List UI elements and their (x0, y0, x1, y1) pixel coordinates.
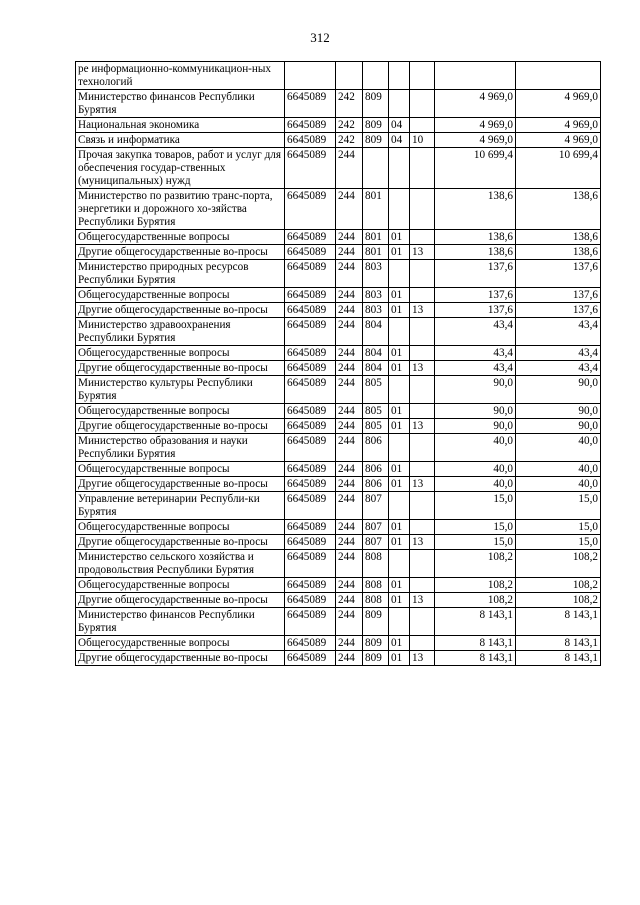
row-amount-total-cell: 43,4 (516, 361, 601, 376)
table-row (76, 593, 601, 608)
table-row (76, 376, 601, 404)
budget-table-body (76, 62, 601, 666)
row-expense-type-cell: 244 (336, 288, 363, 303)
row-amount-total-cell: 43,4 (516, 318, 601, 346)
row-expense-type-cell: 244 (336, 318, 363, 346)
table-row (76, 189, 601, 230)
row-section-cell: 01 (389, 346, 410, 361)
row-amount-total-cell: 138,6 (516, 245, 601, 260)
table-row (76, 578, 601, 593)
row-department-cell: 809 (363, 651, 389, 666)
row-amount-cell: 108,2 (435, 593, 516, 608)
row-expense-type-cell: 244 (336, 189, 363, 230)
row-amount-cell: 40,0 (435, 477, 516, 492)
row-code-cell: 6645089 (285, 189, 336, 230)
row-section-cell (389, 550, 410, 578)
row-department-cell: 806 (363, 462, 389, 477)
row-amount-cell: 40,0 (435, 434, 516, 462)
row-amount-cell: 137,6 (435, 288, 516, 303)
row-department-cell: 807 (363, 492, 389, 520)
row-name-cell: Другие общегосударственные во-просы (76, 245, 285, 260)
row-department-cell: 804 (363, 346, 389, 361)
row-expense-type-cell: 244 (336, 593, 363, 608)
row-amount-total-cell (516, 62, 601, 90)
row-name-cell: Общегосударственные вопросы (76, 288, 285, 303)
row-expense-type-cell: 244 (336, 462, 363, 477)
table-row (76, 62, 601, 90)
row-section-cell: 01 (389, 578, 410, 593)
row-section-cell (389, 376, 410, 404)
row-department-cell: 801 (363, 189, 389, 230)
table-row (76, 346, 601, 361)
table-row (76, 230, 601, 245)
row-subsection-cell (410, 90, 435, 118)
row-subsection-cell (410, 318, 435, 346)
row-department-cell: 808 (363, 578, 389, 593)
row-name-cell: Другие общегосударственные во-просы (76, 419, 285, 434)
row-department-cell: 801 (363, 245, 389, 260)
row-section-cell: 04 (389, 118, 410, 133)
row-amount-total-cell: 137,6 (516, 303, 601, 318)
row-department-cell: 806 (363, 434, 389, 462)
row-amount-cell: 138,6 (435, 230, 516, 245)
row-amount-total-cell: 40,0 (516, 462, 601, 477)
row-department-cell: 808 (363, 550, 389, 578)
row-expense-type-cell: 244 (336, 520, 363, 535)
row-amount-cell: 8 143,1 (435, 651, 516, 666)
table-row (76, 118, 601, 133)
row-name-cell: Общегосударственные вопросы (76, 230, 285, 245)
row-amount-total-cell: 15,0 (516, 520, 601, 535)
row-section-cell: 01 (389, 520, 410, 535)
row-code-cell (285, 62, 336, 90)
table-row (76, 90, 601, 118)
row-section-cell: 01 (389, 230, 410, 245)
row-code-cell: 6645089 (285, 318, 336, 346)
table-row (76, 245, 601, 260)
row-expense-type-cell: 244 (336, 535, 363, 550)
row-name-cell: Общегосударственные вопросы (76, 346, 285, 361)
row-subsection-cell (410, 288, 435, 303)
row-expense-type-cell: 244 (336, 260, 363, 288)
row-expense-type-cell: 244 (336, 404, 363, 419)
row-code-cell: 6645089 (285, 550, 336, 578)
row-amount-total-cell: 90,0 (516, 376, 601, 404)
row-amount-cell: 15,0 (435, 535, 516, 550)
row-section-cell: 01 (389, 636, 410, 651)
row-amount-cell (435, 62, 516, 90)
row-name-cell: Общегосударственные вопросы (76, 578, 285, 593)
row-name-cell: Министерство культуры Республики Бурятия (76, 376, 285, 404)
row-subsection-cell (410, 260, 435, 288)
row-section-cell: 01 (389, 303, 410, 318)
row-department-cell: 804 (363, 361, 389, 376)
row-expense-type-cell: 244 (336, 550, 363, 578)
row-subsection-cell (410, 434, 435, 462)
row-subsection-cell (410, 376, 435, 404)
row-amount-total-cell: 40,0 (516, 434, 601, 462)
row-subsection-cell: 13 (410, 245, 435, 260)
row-section-cell: 01 (389, 462, 410, 477)
row-subsection-cell (410, 636, 435, 651)
row-amount-cell: 8 143,1 (435, 608, 516, 636)
row-expense-type-cell: 244 (336, 419, 363, 434)
row-amount-total-cell: 43,4 (516, 346, 601, 361)
row-expense-type-cell: 244 (336, 245, 363, 260)
row-expense-type-cell: 244 (336, 148, 363, 189)
row-section-cell: 01 (389, 404, 410, 419)
row-section-cell: 01 (389, 593, 410, 608)
table-row (76, 434, 601, 462)
row-section-cell (389, 260, 410, 288)
row-subsection-cell (410, 148, 435, 189)
row-section-cell: 01 (389, 288, 410, 303)
row-amount-cell: 15,0 (435, 492, 516, 520)
row-code-cell: 6645089 (285, 477, 336, 492)
row-department-cell: 803 (363, 303, 389, 318)
row-department-cell: 805 (363, 404, 389, 419)
row-amount-cell: 4 969,0 (435, 118, 516, 133)
row-department-cell: 801 (363, 230, 389, 245)
row-name-cell: Министерство финансов Республики Бурятия (76, 608, 285, 636)
row-amount-cell: 108,2 (435, 578, 516, 593)
table-row (76, 520, 601, 535)
row-subsection-cell (410, 346, 435, 361)
row-department-cell: 809 (363, 636, 389, 651)
row-subsection-cell: 13 (410, 651, 435, 666)
row-amount-cell: 10 699,4 (435, 148, 516, 189)
row-department-cell: 805 (363, 376, 389, 404)
row-amount-cell: 15,0 (435, 520, 516, 535)
row-name-cell: Министерство сельского хозяйства и продовольствия Республики Бурятия (76, 550, 285, 578)
row-name-cell: ре информационно-коммуникацион-ных технологий (76, 62, 285, 90)
row-subsection-cell (410, 520, 435, 535)
row-section-cell (389, 189, 410, 230)
row-department-cell: 804 (363, 318, 389, 346)
row-subsection-cell (410, 462, 435, 477)
row-subsection-cell: 13 (410, 303, 435, 318)
row-subsection-cell: 13 (410, 535, 435, 550)
row-expense-type-cell: 244 (336, 361, 363, 376)
row-subsection-cell (410, 62, 435, 90)
row-subsection-cell: 13 (410, 477, 435, 492)
row-expense-type-cell: 242 (336, 118, 363, 133)
table-row (76, 260, 601, 288)
row-amount-total-cell: 4 969,0 (516, 133, 601, 148)
row-name-cell: Общегосударственные вопросы (76, 462, 285, 477)
row-name-cell: Министерство природных ресурсов Республики Бурятия (76, 260, 285, 288)
row-name-cell: Министерство финансов Республики Бурятия (76, 90, 285, 118)
row-department-cell: 803 (363, 260, 389, 288)
row-subsection-cell: 13 (410, 419, 435, 434)
row-amount-cell: 43,4 (435, 361, 516, 376)
row-amount-total-cell: 108,2 (516, 578, 601, 593)
row-amount-total-cell: 4 969,0 (516, 90, 601, 118)
row-amount-cell: 40,0 (435, 462, 516, 477)
row-section-cell: 04 (389, 133, 410, 148)
row-code-cell: 6645089 (285, 535, 336, 550)
row-department-cell: 809 (363, 118, 389, 133)
row-name-cell: Связь и информатика (76, 133, 285, 148)
row-section-cell (389, 608, 410, 636)
row-amount-cell: 137,6 (435, 303, 516, 318)
row-department-cell: 809 (363, 90, 389, 118)
table-row (76, 492, 601, 520)
row-amount-total-cell: 15,0 (516, 492, 601, 520)
row-amount-cell: 138,6 (435, 245, 516, 260)
row-section-cell: 01 (389, 245, 410, 260)
row-amount-total-cell: 8 143,1 (516, 651, 601, 666)
row-expense-type-cell: 244 (336, 376, 363, 404)
row-section-cell (389, 434, 410, 462)
row-code-cell: 6645089 (285, 90, 336, 118)
row-code-cell: 6645089 (285, 608, 336, 636)
row-department-cell: 808 (363, 593, 389, 608)
row-expense-type-cell: 244 (336, 578, 363, 593)
row-amount-total-cell: 137,6 (516, 288, 601, 303)
row-expense-type-cell: 244 (336, 608, 363, 636)
row-amount-cell: 8 143,1 (435, 636, 516, 651)
row-department-cell (363, 148, 389, 189)
row-amount-cell: 137,6 (435, 260, 516, 288)
row-code-cell: 6645089 (285, 118, 336, 133)
table-row (76, 361, 601, 376)
row-amount-total-cell: 15,0 (516, 535, 601, 550)
row-amount-total-cell: 8 143,1 (516, 608, 601, 636)
row-subsection-cell (410, 578, 435, 593)
row-expense-type-cell: 244 (336, 230, 363, 245)
row-code-cell: 6645089 (285, 404, 336, 419)
row-section-cell (389, 62, 410, 90)
row-expense-type-cell: 244 (336, 651, 363, 666)
row-name-cell: Общегосударственные вопросы (76, 520, 285, 535)
row-code-cell: 6645089 (285, 376, 336, 404)
row-code-cell: 6645089 (285, 245, 336, 260)
row-amount-total-cell: 90,0 (516, 419, 601, 434)
row-department-cell: 809 (363, 608, 389, 636)
row-expense-type-cell: 244 (336, 434, 363, 462)
row-expense-type-cell: 242 (336, 90, 363, 118)
row-department-cell: 806 (363, 477, 389, 492)
row-subsection-cell (410, 404, 435, 419)
row-code-cell: 6645089 (285, 260, 336, 288)
table-row (76, 636, 601, 651)
row-code-cell: 6645089 (285, 303, 336, 318)
row-name-cell: Другие общегосударственные во-просы (76, 361, 285, 376)
row-code-cell: 6645089 (285, 361, 336, 376)
row-amount-cell: 108,2 (435, 550, 516, 578)
row-code-cell: 6645089 (285, 578, 336, 593)
row-amount-total-cell: 138,6 (516, 230, 601, 245)
row-code-cell: 6645089 (285, 230, 336, 245)
row-subsection-cell: 10 (410, 133, 435, 148)
row-section-cell (389, 90, 410, 118)
row-department-cell: 805 (363, 419, 389, 434)
row-amount-total-cell: 10 699,4 (516, 148, 601, 189)
row-name-cell: Другие общегосударственные во-просы (76, 593, 285, 608)
row-name-cell: Общегосударственные вопросы (76, 636, 285, 651)
table-row (76, 535, 601, 550)
row-name-cell: Министерство здравоохранения Республики Бурятия (76, 318, 285, 346)
row-section-cell: 01 (389, 477, 410, 492)
row-amount-cell: 43,4 (435, 346, 516, 361)
table-row (76, 462, 601, 477)
table-row (76, 608, 601, 636)
row-department-cell: 807 (363, 535, 389, 550)
row-amount-total-cell: 108,2 (516, 593, 601, 608)
row-expense-type-cell: 244 (336, 477, 363, 492)
row-code-cell: 6645089 (285, 462, 336, 477)
row-subsection-cell (410, 492, 435, 520)
row-amount-total-cell: 137,6 (516, 260, 601, 288)
row-name-cell: Общегосударственные вопросы (76, 404, 285, 419)
row-code-cell: 6645089 (285, 520, 336, 535)
row-name-cell: Другие общегосударственные во-просы (76, 535, 285, 550)
table-row (76, 651, 601, 666)
table-row (76, 288, 601, 303)
row-amount-total-cell: 138,6 (516, 189, 601, 230)
row-amount-cell: 4 969,0 (435, 90, 516, 118)
row-subsection-cell: 13 (410, 361, 435, 376)
table-row (76, 477, 601, 492)
row-subsection-cell (410, 189, 435, 230)
row-amount-total-cell: 108,2 (516, 550, 601, 578)
row-amount-cell: 90,0 (435, 419, 516, 434)
row-subsection-cell (410, 550, 435, 578)
row-expense-type-cell: 244 (336, 492, 363, 520)
table-row (76, 148, 601, 189)
row-subsection-cell (410, 118, 435, 133)
row-amount-total-cell: 90,0 (516, 404, 601, 419)
table-row (76, 419, 601, 434)
row-code-cell: 6645089 (285, 651, 336, 666)
row-section-cell (389, 148, 410, 189)
row-section-cell (389, 318, 410, 346)
table-row (76, 404, 601, 419)
row-amount-total-cell: 40,0 (516, 477, 601, 492)
row-section-cell: 01 (389, 535, 410, 550)
page-number: 312 (310, 30, 330, 45)
row-code-cell: 6645089 (285, 419, 336, 434)
row-code-cell: 6645089 (285, 492, 336, 520)
row-department-cell: 809 (363, 133, 389, 148)
row-amount-cell: 90,0 (435, 404, 516, 419)
row-section-cell: 01 (389, 651, 410, 666)
row-expense-type-cell: 244 (336, 636, 363, 651)
row-amount-total-cell: 8 143,1 (516, 636, 601, 651)
row-department-cell: 803 (363, 288, 389, 303)
table-row (76, 303, 601, 318)
row-subsection-cell (410, 608, 435, 636)
row-expense-type-cell: 242 (336, 133, 363, 148)
row-name-cell: Другие общегосударственные во-просы (76, 477, 285, 492)
row-name-cell: Прочая закупка товаров, работ и услуг для обеспечения государ-ственных (муниципальных) нужд (76, 148, 285, 189)
row-name-cell: Другие общегосударственные во-просы (76, 651, 285, 666)
row-code-cell: 6645089 (285, 148, 336, 189)
row-expense-type-cell: 244 (336, 303, 363, 318)
row-name-cell: Министерство по развитию транс-порта, энергетики и дорожного хо-зяйства Республики Бурятия (76, 189, 285, 230)
row-amount-total-cell: 4 969,0 (516, 118, 601, 133)
table-row (76, 318, 601, 346)
table-row (76, 133, 601, 148)
row-code-cell: 6645089 (285, 434, 336, 462)
row-code-cell: 6645089 (285, 346, 336, 361)
row-name-cell: Управление ветеринарии Республи-ки Бурятия (76, 492, 285, 520)
row-section-cell: 01 (389, 361, 410, 376)
row-section-cell: 01 (389, 419, 410, 434)
row-code-cell: 6645089 (285, 593, 336, 608)
table-row (76, 550, 601, 578)
row-name-cell: Национальная экономика (76, 118, 285, 133)
budget-table (75, 61, 601, 666)
row-name-cell: Министерство образования и науки Республики Бурятия (76, 434, 285, 462)
row-subsection-cell: 13 (410, 593, 435, 608)
row-department-cell: 807 (363, 520, 389, 535)
row-code-cell: 6645089 (285, 636, 336, 651)
row-amount-cell: 4 969,0 (435, 133, 516, 148)
row-code-cell: 6645089 (285, 133, 336, 148)
row-expense-type-cell (336, 62, 363, 90)
row-name-cell: Другие общегосударственные во-просы (76, 303, 285, 318)
row-amount-cell: 90,0 (435, 376, 516, 404)
row-section-cell (389, 492, 410, 520)
row-subsection-cell (410, 230, 435, 245)
row-amount-cell: 43,4 (435, 318, 516, 346)
row-amount-cell: 138,6 (435, 189, 516, 230)
row-expense-type-cell: 244 (336, 346, 363, 361)
row-department-cell (363, 62, 389, 90)
row-code-cell: 6645089 (285, 288, 336, 303)
